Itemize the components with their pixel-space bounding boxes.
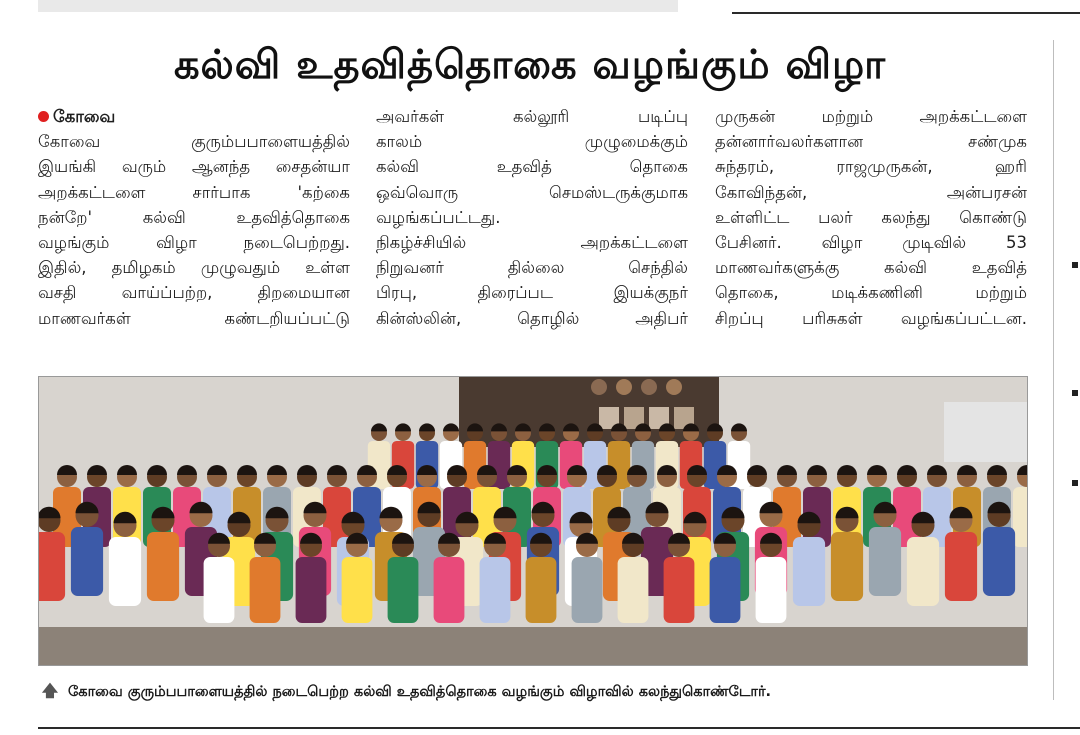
article-line: மாணவர்கள் கண்டறியப்பட்டு bbox=[38, 308, 350, 328]
article-line: வழங்கப்பட்டது. bbox=[376, 207, 501, 227]
article-line: தன்னார்வலர்களான சண்முக bbox=[715, 132, 1027, 152]
dateline-text: கோவை bbox=[53, 107, 116, 126]
article-line: ஒவ்வொரு செமஸ்டருக்குமாக bbox=[376, 182, 688, 202]
article-line: தொகை, மடிக்கணினி மற்றும் bbox=[715, 283, 1027, 303]
article-line: கல்வி உதவித் தொகை bbox=[376, 157, 688, 177]
article-column-3 bbox=[715, 104, 1027, 354]
article-line: கின்ஸ்லின், தொழில் அதிபர் bbox=[376, 308, 688, 328]
article-line: வசதி வாய்ப்பற்ற, திறமையான bbox=[38, 283, 350, 303]
article-line: முருகன் மற்றும் அறக்கட்டளை bbox=[715, 107, 1027, 126]
article-line: பேசினர். விழா முடிவில் 53 bbox=[715, 232, 1027, 252]
article-line: நிறுவனர் தில்லை செந்தில் bbox=[376, 258, 688, 278]
article-line: காலம் முழுமைக்கும் bbox=[376, 132, 688, 152]
article-line: பிரபு, திரைப்பட இயக்குநர் bbox=[376, 283, 688, 303]
article-column-2 bbox=[376, 104, 688, 354]
article-line: சுந்தரம், ராஜமுருகன், ஹரி bbox=[715, 157, 1027, 177]
column-divider bbox=[1053, 40, 1054, 700]
column-1-body bbox=[38, 129, 350, 331]
column-3-body bbox=[715, 104, 1027, 331]
photo-caption bbox=[38, 676, 1026, 706]
previous-article-strip bbox=[38, 0, 678, 12]
article-line: நன்றே' கல்வி உதவித்தொகை bbox=[38, 207, 350, 227]
caption-text: கோவை குரும்பபாளையத்தில் நடைபெற்ற கல்வி உதவித்தொகை வழங்கும் விழாவில் கலந்துகொண்டோர். bbox=[68, 684, 772, 700]
top-divider bbox=[732, 12, 1080, 14]
group-photo-illustration bbox=[39, 377, 1027, 665]
page-edge-marks bbox=[1072, 250, 1080, 530]
article-line: மாணவர்களுக்கு கல்வி உதவித் bbox=[715, 258, 1027, 278]
group-photo bbox=[38, 376, 1028, 666]
article-column-1 bbox=[38, 104, 350, 354]
article-line: நிகழ்ச்சியில் அறக்கட்டளை bbox=[376, 232, 688, 252]
dateline bbox=[38, 104, 350, 129]
up-arrow-icon: 🡅 bbox=[41, 681, 59, 700]
column-2-body bbox=[376, 104, 688, 331]
article-line: கோவிந்தன், அன்பரசன் bbox=[715, 182, 1027, 202]
headline: கல்வி உதவித்தொகை வழங்கும் விழா bbox=[173, 42, 887, 88]
article-line: அறக்கட்டளை சார்பாக 'கற்கை bbox=[38, 182, 350, 202]
article-line: இயங்கி வரும் ஆனந்த சைதன்யா bbox=[38, 157, 350, 177]
article-line: கோவை குரும்பபாளையத்தில் bbox=[38, 132, 350, 152]
article-line: உள்ளிட்ட பலர் கலந்து கொண்டு bbox=[715, 207, 1027, 227]
article-line: வழங்கும் விழா நடைபெற்றது. bbox=[38, 232, 350, 252]
article-line: இதில், தமிழகம் முழுவதும் உள்ள bbox=[38, 258, 350, 278]
bottom-divider bbox=[38, 727, 1080, 729]
article-line: சிறப்பு பரிசுகள் வழங்கப்பட்டன. bbox=[715, 308, 1027, 328]
red-dot-icon bbox=[38, 111, 49, 122]
article-line: அவர்கள் கல்லூரி படிப்பு bbox=[376, 107, 688, 126]
